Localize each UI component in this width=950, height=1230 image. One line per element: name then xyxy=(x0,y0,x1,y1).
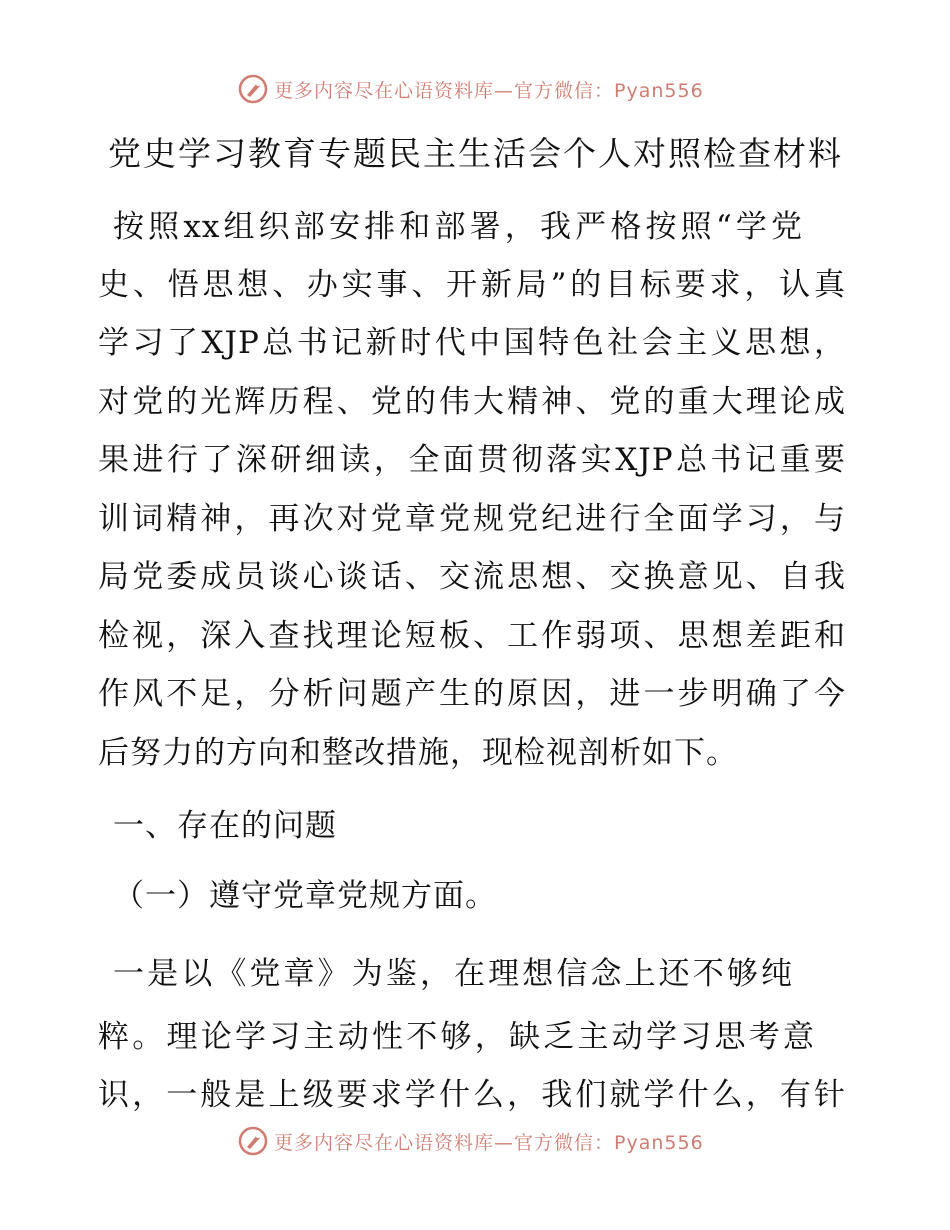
paragraph-line: 按照xx组织部安排和部署，我严格按照“学党 xyxy=(113,209,803,245)
paragraph-line: 局党委成员谈心谈话、交流思想、交换意见、自我 xyxy=(98,559,846,595)
footer-watermark xyxy=(238,1124,704,1158)
paragraph-line: 史、悟思想、办实事、开新局”的目标要求，认真 xyxy=(98,267,846,303)
watermark-text: 更多内容尽在心语资料库—官方微信：Pyan556 xyxy=(274,79,704,102)
paragraph-line: 果进行了深研细读，全面贯彻落实XJP总书记重要 xyxy=(98,442,846,478)
section-heading: 一、存在的问题 xyxy=(113,808,337,844)
paragraph-line: 粹。理论学习主动性不够，缺乏主动学习思考意 xyxy=(98,1019,815,1055)
paragraph-line: 识，一般是上级要求学什么，我们就学什么，有针 xyxy=(98,1077,846,1113)
paragraph-line: 后努力的方向和整改措施，现检视剖析如下。 xyxy=(98,735,738,771)
paragraph-line: 检视，深入查找理论短板、工作弱项、思想差距和 xyxy=(98,618,846,654)
pen-nib-logo-icon xyxy=(238,1126,268,1156)
paragraph-line: 一是以《党章》为鉴，在理想信念上还不够纯 xyxy=(113,956,793,992)
paragraph-line: 作风不足，分析问题产生的原因，进一步明确了今 xyxy=(98,676,846,712)
paragraph-line: 训词精神，再次对党章党规党纪进行全面学习，与 xyxy=(98,501,846,537)
pen-nib-logo-icon xyxy=(238,74,268,104)
document-title: 党史学习教育专题民主生活会个人对照检查材料 xyxy=(108,134,843,173)
watermark-text: 更多内容尽在心语资料库—官方微信：Pyan556 xyxy=(274,1131,704,1154)
paragraph-line: 对党的光辉历程、党的伟大精神、党的重大理论成 xyxy=(98,384,846,420)
paragraph-line: 学习了XJP总书记新时代中国特色社会主义思想， xyxy=(98,325,846,361)
header-watermark xyxy=(238,72,704,106)
subsection-heading: （一）遵守党章党规方面。 xyxy=(113,878,497,914)
